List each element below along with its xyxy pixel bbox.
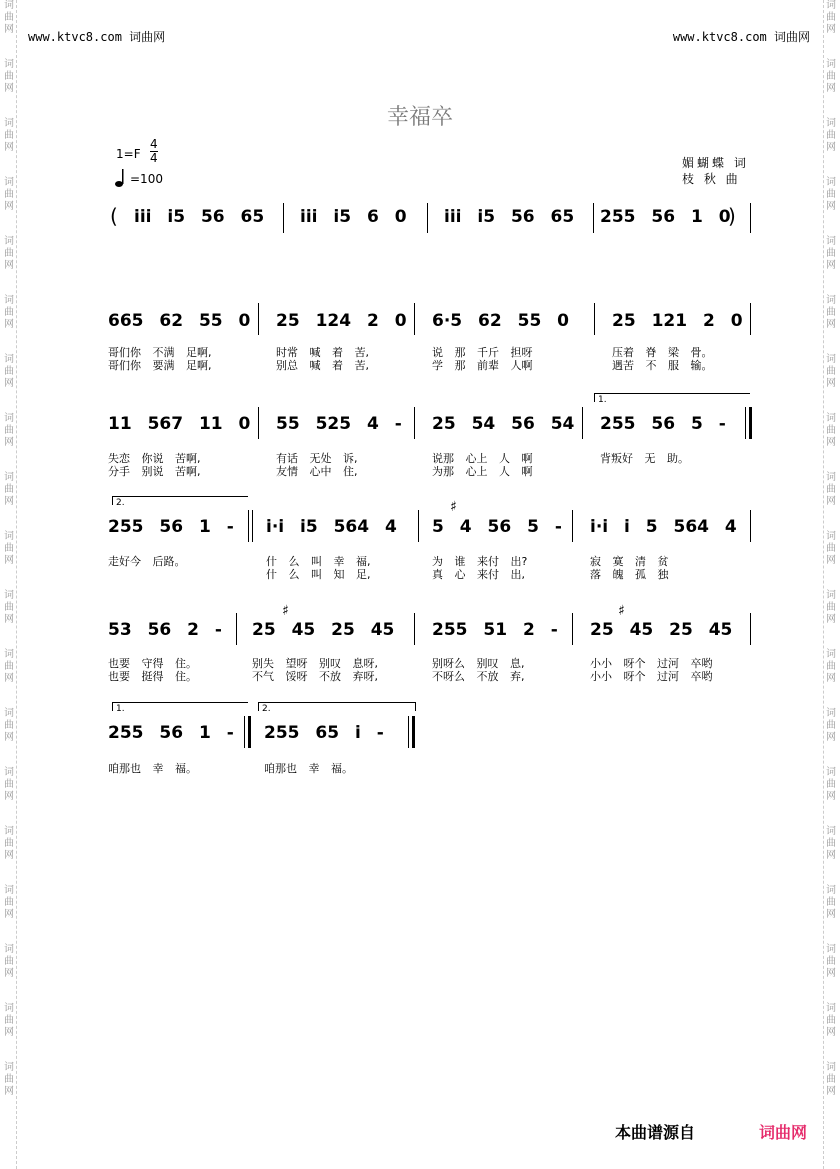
s2-measure-3: 25 54 56 54 bbox=[432, 414, 575, 434]
s2-measure-4: 255 56 5 - bbox=[600, 414, 726, 434]
s4-lyric-4b: 小小 呀个 过河 卒哟 bbox=[590, 670, 713, 683]
final-barline bbox=[408, 716, 409, 748]
intro-measure-3: i̇i̇i̇ i̇5 56 65 bbox=[444, 207, 575, 227]
volta-second bbox=[258, 702, 416, 714]
s4-measure-3: 255 51 2 - bbox=[432, 620, 558, 640]
s3-lyric-2b: 什 么 叫 知 足, bbox=[266, 568, 371, 581]
s3-lyric-1a: 走好今 后路。 bbox=[108, 555, 186, 568]
watermark-group: 词 曲 网 bbox=[826, 354, 836, 389]
site-url-left[interactable]: www.ktvc8.com 词曲网 bbox=[28, 30, 166, 44]
barline bbox=[418, 510, 419, 542]
volta-first-label: 1. bbox=[116, 704, 125, 714]
repeat-barline bbox=[244, 716, 245, 748]
s4-measure-2: 25 45 25 45 bbox=[252, 620, 395, 640]
composer-credit: 枝 秋 曲 bbox=[682, 172, 741, 186]
barline bbox=[414, 303, 415, 335]
watermark-group: 词 曲 网 bbox=[826, 1003, 836, 1038]
s4-measure-4: 25 45 25 45 bbox=[590, 620, 733, 640]
watermark-group: 词 曲 网 bbox=[826, 236, 836, 271]
site-url-right[interactable]: www.ktvc8.com 词曲网 bbox=[672, 30, 810, 44]
barline bbox=[750, 510, 751, 542]
watermark-group: 词 曲 网 bbox=[4, 531, 14, 566]
s3-measure-3: 5 4 56 5 - bbox=[432, 517, 562, 537]
volta-second-label: 2. bbox=[116, 498, 125, 508]
key-signature: 1=F bbox=[116, 147, 141, 161]
sharp-sign: ♯ bbox=[282, 603, 289, 619]
watermark-group: 词 曲 网 bbox=[4, 767, 14, 802]
s2-lyric-1a: 失恋 你说 苦啊, bbox=[108, 452, 201, 465]
s4-lyric-2a: 别失 望呀 别叹 息呀, bbox=[252, 657, 378, 670]
s3-lyric-4b: 落 魄 孤 独 bbox=[590, 568, 669, 581]
barline bbox=[427, 203, 428, 233]
s3-lyric-4a: 寂 寞 清 贫 bbox=[590, 555, 669, 568]
tempo-marking: =100 bbox=[130, 172, 163, 186]
time-sig-bottom: 4 bbox=[150, 151, 158, 165]
s1-lyric-4a: 压着 脊 梁 骨。 bbox=[612, 346, 713, 359]
s5-measure-2: 255 65 i̇ - bbox=[264, 723, 384, 743]
s2-lyric-3b: 为那 心上 人 啊 bbox=[432, 465, 533, 478]
watermark-group: 词 曲 网 bbox=[4, 885, 14, 920]
watermark-group: 词 曲 网 bbox=[4, 708, 14, 743]
s2-measure-1: 11 567 11 0 bbox=[108, 414, 251, 434]
watermark-group: 词 曲 网 bbox=[826, 59, 836, 94]
s3-lyric-3b: 真 心 来付 出, bbox=[432, 568, 525, 581]
final-barline-thick bbox=[412, 716, 415, 748]
s2-lyric-4a: 背叛好 无 助。 bbox=[600, 452, 689, 465]
barline bbox=[750, 203, 751, 233]
watermark-group: 词 曲 网 bbox=[826, 177, 836, 212]
watermark-group: 词 曲 网 bbox=[4, 354, 14, 389]
s5-lyric-1a: 咱那也 幸 福。 bbox=[108, 762, 197, 775]
s1-measure-3: 6·5 62 55 0 bbox=[432, 311, 570, 331]
sharp-sign: ♯ bbox=[450, 499, 457, 515]
barline bbox=[236, 613, 237, 645]
watermark-group: 词 曲 网 bbox=[4, 1003, 14, 1038]
intro-close-paren: ) bbox=[728, 204, 736, 228]
s1-measure-1: 665 62 55 0 bbox=[108, 311, 251, 331]
watermark-group: 词 曲 网 bbox=[826, 413, 836, 448]
repeat-barline bbox=[248, 510, 249, 542]
watermark-group: 词 曲 网 bbox=[4, 118, 14, 153]
s2-lyric-2a: 有话 无处 诉, bbox=[276, 452, 358, 465]
s1-lyric-3a: 说 那 千斤 担呀 bbox=[432, 346, 533, 359]
watermark-group: 词 曲 网 bbox=[826, 826, 836, 861]
time-sig-top: 4 bbox=[150, 137, 158, 151]
watermark-group: 词 曲 网 bbox=[4, 0, 14, 35]
watermark-group: 词 曲 网 bbox=[4, 826, 14, 861]
s1-lyric-4b: 遇苦 不 服 输。 bbox=[612, 359, 713, 372]
s2-measure-2: 55 525 4 - bbox=[276, 414, 402, 434]
song-title: 幸福卒 bbox=[386, 105, 453, 130]
s4-lyric-3b: 不呀么 不放 弃, bbox=[432, 670, 525, 683]
left-watermark-strip bbox=[2, 0, 17, 1169]
s3-lyric-3a: 为 谁 来付 出? bbox=[432, 555, 528, 568]
footer-source-label: 本曲谱源自 bbox=[614, 1125, 695, 1142]
quarter-note-icon bbox=[114, 168, 126, 188]
watermark-group: 词 曲 网 bbox=[4, 649, 14, 684]
s3-measure-1: 255 56 1 - bbox=[108, 517, 234, 537]
s5-measure-1: 255 56 1 - bbox=[108, 723, 234, 743]
barline bbox=[258, 303, 259, 335]
s4-lyric-3a: 别呀么 别叹 息, bbox=[432, 657, 525, 670]
repeat-barline bbox=[745, 407, 746, 439]
watermark-group: 词 曲 网 bbox=[4, 295, 14, 330]
watermark-group: 词 曲 网 bbox=[826, 0, 836, 35]
barline bbox=[283, 203, 284, 233]
watermark-group: 词 曲 网 bbox=[826, 590, 836, 625]
right-watermark-strip bbox=[823, 0, 838, 1169]
s1-lyric-2b: 别总 喊 着 苦, bbox=[276, 359, 369, 372]
s3-measure-2: i̇·i̇ i̇5 564 4 bbox=[266, 517, 397, 537]
s3-measure-4: i̇·i̇ i̇ 5 564 4 bbox=[590, 517, 737, 537]
barline bbox=[258, 407, 259, 439]
s1-measure-4: 25 121 2 0 bbox=[612, 311, 743, 331]
watermark-group: 词 曲 网 bbox=[4, 944, 14, 979]
footer-brand-link[interactable]: 词曲网 bbox=[758, 1125, 807, 1142]
watermark-group: 词 曲 网 bbox=[826, 767, 836, 802]
intro-measure-1: i̇i̇i̇ i̇5 56 65 bbox=[134, 207, 265, 227]
repeat-barline-thick bbox=[749, 407, 752, 439]
watermark-group: 词 曲 网 bbox=[4, 59, 14, 94]
s4-lyric-1a: 也要 守得 住。 bbox=[108, 657, 197, 670]
watermark-group: 词 曲 网 bbox=[4, 413, 14, 448]
intro-open-paren: ( bbox=[110, 204, 118, 228]
s4-lyric-1b: 也要 挺得 住。 bbox=[108, 670, 197, 683]
volta-first-label: 1. bbox=[598, 395, 607, 405]
s2-lyric-1b: 分手 别说 苦啊, bbox=[108, 465, 201, 478]
s5-lyric-2a: 咱那也 幸 福。 bbox=[264, 762, 353, 775]
volta-second-label: 2. bbox=[262, 704, 271, 714]
s2-lyric-2b: 友情 心中 住, bbox=[276, 465, 358, 478]
watermark-group: 词 曲 网 bbox=[4, 590, 14, 625]
watermark-group: 词 曲 网 bbox=[826, 1062, 836, 1097]
watermark-group: 词 曲 网 bbox=[826, 118, 836, 153]
barline bbox=[594, 303, 595, 335]
barline bbox=[582, 407, 583, 439]
watermark-group: 词 曲 网 bbox=[826, 885, 836, 920]
repeat-barline bbox=[252, 510, 253, 542]
barline bbox=[414, 407, 415, 439]
barline bbox=[572, 510, 573, 542]
s2-lyric-3a: 说那 心上 人 啊 bbox=[432, 452, 533, 465]
repeat-barline-thick bbox=[248, 716, 251, 748]
s1-lyric-1a: 哥们你 不满 足啊, bbox=[108, 346, 212, 359]
s3-lyric-2a: 什 么 叫 幸 福, bbox=[266, 555, 371, 568]
watermark-group: 词 曲 网 bbox=[826, 649, 836, 684]
watermark-group: 词 曲 网 bbox=[4, 236, 14, 271]
barline bbox=[572, 613, 573, 645]
watermark-group: 词 曲 网 bbox=[826, 944, 836, 979]
intro-measure-4: 255 56 1 0 bbox=[600, 207, 731, 227]
watermark-group: 词 曲 网 bbox=[826, 472, 836, 507]
watermark-group: 词 曲 网 bbox=[826, 708, 836, 743]
s1-lyric-1b: 哥们你 要满 足啊, bbox=[108, 359, 212, 372]
s1-lyric-3b: 学 那 前辈 人啊 bbox=[432, 359, 533, 372]
volta-first bbox=[594, 393, 750, 405]
barline bbox=[750, 613, 751, 645]
watermark-group: 词 曲 网 bbox=[4, 472, 14, 507]
time-signature bbox=[150, 138, 158, 165]
volta-second bbox=[112, 496, 248, 508]
s4-measure-1: 53 56 2 - bbox=[108, 620, 222, 640]
watermark-group: 词 曲 网 bbox=[4, 1062, 14, 1097]
s1-lyric-2a: 时常 喊 着 苦, bbox=[276, 346, 369, 359]
watermark-group: 词 曲 网 bbox=[4, 177, 14, 212]
watermark-group: 词 曲 网 bbox=[826, 531, 836, 566]
sharp-sign: ♯ bbox=[618, 603, 625, 619]
lyricist-credit: 媚蝴蝶 词 bbox=[682, 156, 749, 170]
s4-lyric-2b: 不气 馁呀 不放 弃呀, bbox=[252, 670, 378, 683]
intro-measure-2: i̇i̇i̇ i̇5 6 0 bbox=[300, 207, 407, 227]
s4-lyric-4a: 小小 呀个 过河 卒哟 bbox=[590, 657, 713, 670]
barline bbox=[593, 203, 594, 233]
barline bbox=[414, 613, 415, 645]
s1-measure-2: 25 124 2 0 bbox=[276, 311, 407, 331]
watermark-group: 词 曲 网 bbox=[826, 295, 836, 330]
barline bbox=[750, 303, 751, 335]
volta-first bbox=[112, 702, 248, 714]
